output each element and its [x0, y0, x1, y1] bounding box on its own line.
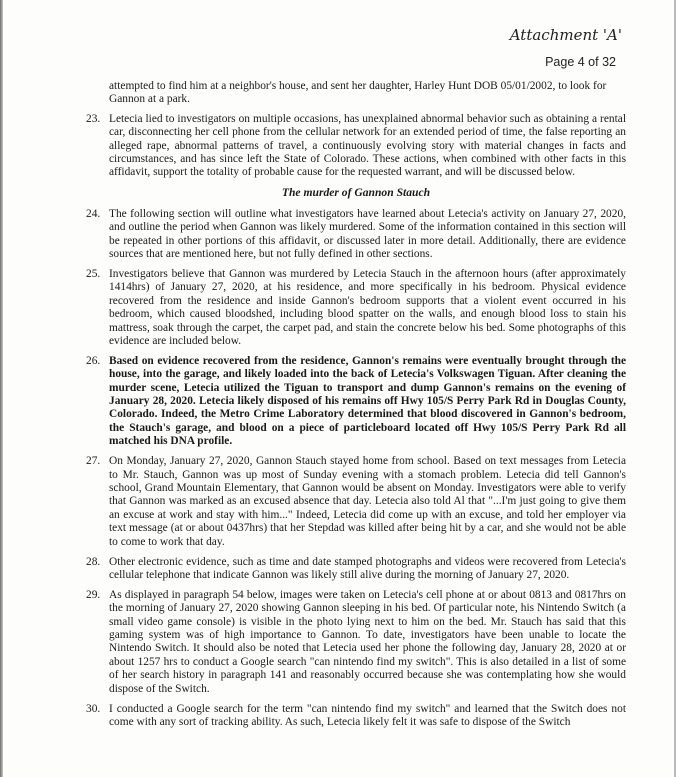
paragraph-28: [86, 556, 626, 583]
paragraph-text: I conducted a Google search for the term "can nintendo find my switch" and learned that the Switch does not come with any sort of tracking ability. As such, Letecia likely felt it was safe to dispose of the Switch: [109, 702, 626, 728]
paragraph-29: [86, 589, 626, 696]
paragraph-text: The following section will outline what investigators have learned about Letecia's activity on January 27, 2020, and outline the period when Gannon was likely murdered. Some of the information contained in this section will be repeated in other portions of this affidavit, or discussed later in more detail. Additionally, there are evidence sources that are mentioned here, but not fully defined in other sections.: [109, 207, 626, 260]
document-body: [86, 80, 626, 736]
paragraph-text: Other electronic evidence, such as time and date stamped photographs and videos were recovered from Letecia's cellular telephone that indicate Gannon was likely still alive during the morning of January 27, 2020.: [109, 555, 626, 581]
paragraph-number: 29.: [86, 588, 101, 601]
section-heading: The murder of Gannon Stauch: [281, 186, 431, 200]
paragraph-23: [86, 113, 626, 180]
paragraph-text: Letecia lied to investigators on multiple occasions, has unexplained abnormal behavior such as obtaining a rental car, disconnecting her cell phone from the cellular network for an extended period of time, the false reporting an alleged rape, abnormal patterns of travel, a continuously evolving story with material changes in facts and circumstances, and has since left the State of Colorado. These actions, when combined with other facts in this affidavit, support the totality of probable cause for the requested warrant, and will be discussed below.: [109, 112, 626, 179]
page-number: Page 4 of 32: [545, 55, 616, 69]
paragraph-number: 23.: [86, 112, 101, 125]
paragraph-number: 24.: [86, 207, 101, 220]
paragraph-30: [86, 703, 626, 730]
paragraph-number: 25.: [86, 267, 101, 280]
paragraph-number: 26.: [86, 354, 101, 367]
paragraph-24: [86, 208, 626, 262]
paragraph-number: 30.: [86, 702, 101, 715]
intro-paragraph: attempted to find him at a neighbor's house, and sent her daughter, Harley Hunt DOB 05/01/2002, to look for Gannon at a park.: [109, 80, 607, 106]
paragraph-text: As displayed in paragraph 54 below, images were taken on Letecia's cell phone at or about 0813 and 0817hrs on the morning of January 27, 2020 showing Gannon sleeping in his bed. Of particular note, his Nintendo Switch (a small video game console) is visible in the photo lying next to him on the bed. Mr. Stauch has said that this gaming system was of high importance to Gannon. To date, investigators have been unable to locate the Nintendo Switch. It should also be noted that Letecia used her phone the following day, January 28, 2020 at or about 1257 hrs to conduct a Google search "can nintendo find my switch". This is also detailed in a list of some of her search history in paragraph 141 and reasonably occurred because she was contemplating how she would dispose of the Switch.: [109, 588, 626, 695]
paragraph-number: 27.: [86, 455, 101, 468]
attachment-label: Attachment 'A': [509, 26, 622, 44]
paragraph-25: [86, 268, 626, 348]
paragraph-text: On Monday, January 27, 2020, Gannon Stauch stayed home from school. Based on text messages from Letecia to Mr. Stauch, Gannon was up most of Sunday evening with a stomach problem. Letecia did tell Gannon's school, Grand Mountain Elementary, that Gannon would be absent on Monday. Investigators were able to verify that Gannon was marked as an excused absence that day. Letecia also told Al that "...I'm just going to give them an excuse at work and stay with him..." Indeed, Letecia did come up with an excuse, and told her employer via text message (at or about 0437hrs) that her Stepdad was killed after being hit by a car, and she would not be able to come to work that day.: [109, 455, 626, 548]
paragraph-text: Based on evidence recovered from the residence, Gannon's remains were eventually brought through the house, into the garage, and likely loaded into the back of Letecia's Volkswagen Tiguan. After cleaning the murder scene, Letecia utilized the Tiguan to transport and dump Gannon's remains on the evening of January 28, 2020. Letecia likely disposed of his remains off Hwy 105/S Perry Park Rd in Douglas County, Colorado. Indeed, the Metro Crime Laboratory determined that blood discovered in Gannon's bedroom, the Stauch's garage, and blood on a piece of particleboard located off Hwy 105/S Perry Park Rd all matched his DNA profile.: [109, 354, 626, 448]
paragraph-number: 28.: [86, 555, 101, 568]
paragraph-text: Investigators believe that Gannon was murdered by Letecia Stauch in the afternoon hours (after approximately 1414hrs) of January 27, 2020, at his residence, and more specifically in his bedroom. Physical evidence recovered from the residence and inside Gannon's bedroom supports that a violent event occurred in his bedroom, which caused bloodshed, including blood spatter on the walls, and enough blood loss to stain his mattress, soak through the carpet, the carpet pad, and stain the concrete below his bed. Some photographs of this evidence are included below.: [109, 267, 626, 347]
paragraph-26: [86, 355, 626, 449]
paragraph-27: [86, 455, 626, 549]
